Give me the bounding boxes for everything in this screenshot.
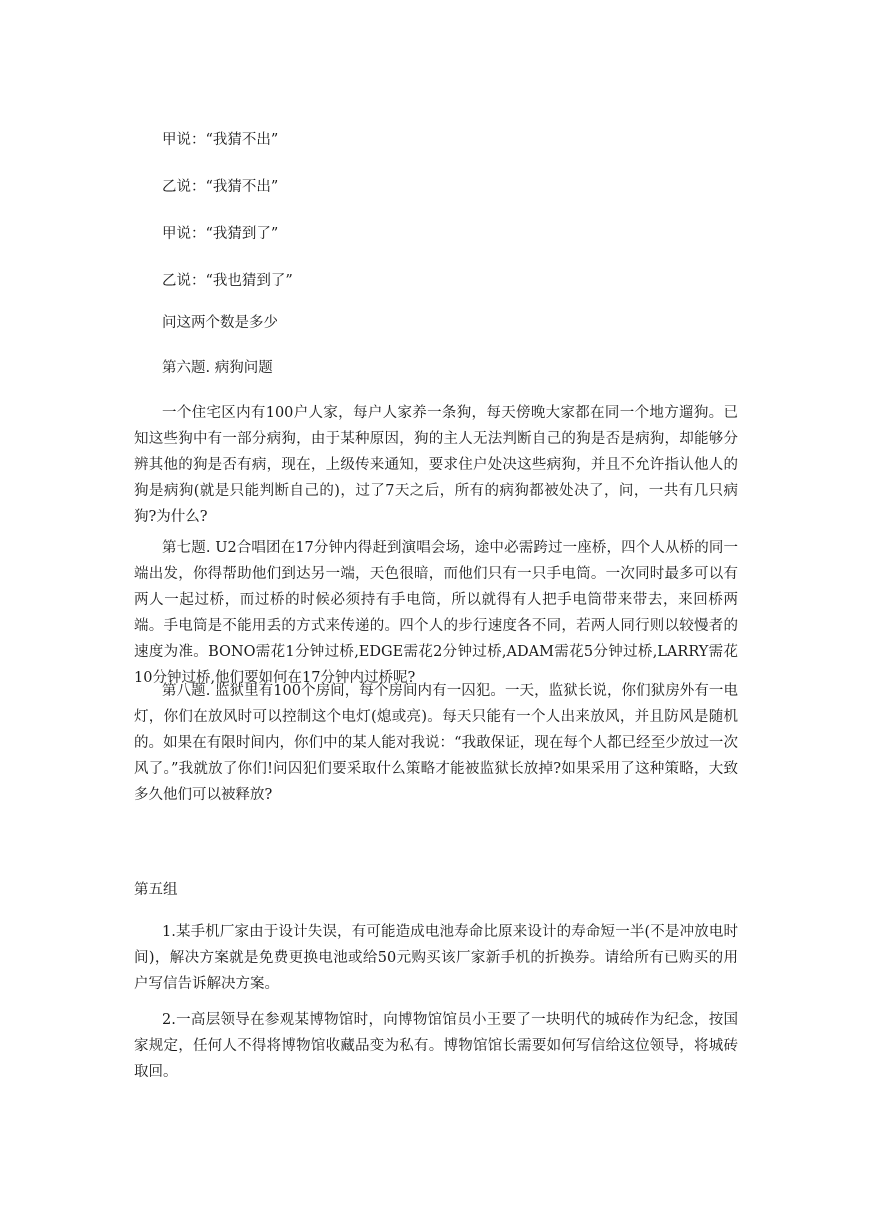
problem-8-paragraph: 第八题. 监狱里有100个房间，每个房间内有一囚犯。一天，监狱长说，你们狱房外有一电灯，你们在放风时可以控制这个电灯(熄或亮)。每天只能有一个人出来放风，并且防风是随机的。如果在有限时间内，你们中的某人能对我说：“我敢保证，现在每个人都已经至少放过一次风了。”我就放了你们!问囚犯们要采取什么策略才能被监狱长放掉?如果采用了这种策略，大致多久他们可以被释放? — [134, 683, 738, 803]
dialogue-line-jia-2: 甲说：“我猜到了” — [162, 226, 279, 242]
problem-6-title: 第六题. 病狗问题 — [162, 360, 273, 376]
problem-6-paragraph: 一个住宅区内有100户人家，每户人家养一条狗，每天傍晚大家都在同一个地方遛狗。已知这些狗中有一部分病狗，由于某种原因，狗的主人无法判断自己的狗是否是病狗，却能够分辨其他的狗是否有病，现在，上级传来通知，要求住户处决这些病狗，并且不允许指认他人的狗是病狗(就是只能判断自己的)，过了7天之后，所有的病狗都被处决了，问，一共有几只病狗?为什么? — [134, 405, 738, 525]
group-5-heading: 第五组 — [134, 882, 178, 898]
question-line: 问这两个数是多少 — [162, 315, 278, 331]
problem-7-paragraph: 第七题. U2合唱团在17分钟内得赶到演唱会场，途中必需跨过一座桥，四个人从桥的同一端出发，你得帮助他们到达另一端，天色很暗，而他们只有一只手电筒。一次同时最多可以有两人一起过桥，而过桥的时候必须持有手电筒，所以就得有人把手电筒带来带去，来回桥两端。手电筒是不能用丢的方式来传递的。四个人的步行速度各不同，若两人同行则以较慢者的速度为准。BONO需花1分钟过桥,EDGE需花2分钟过桥,ADAM需花5分钟过桥,LARRY需花10分钟过桥,他们要如何在17分钟内过桥呢? — [134, 540, 738, 686]
group-5-item-1: 1.某手机厂家由于设计失误，有可能造成电池寿命比原来设计的寿命短一半(不是冲放电时间)，解决方案就是免费更换电池或给50元购买该厂家新手机的折换券。请给所有已购买的用户写信告诉解决方案。 — [134, 924, 738, 992]
dialogue-line-jia-1: 甲说：“我猜不出” — [162, 132, 279, 148]
group-5-item-2: 2.一高层领导在参观某博物馆时，向博物馆馆员小王要了一块明代的城砖作为纪念，按国家规定，任何人不得将博物馆收藏品变为私有。博物馆馆长需要如何写信给这位领导，将城砖取回。 — [134, 1012, 738, 1080]
dialogue-line-yi-2: 乙说：“我也猜到了” — [162, 273, 293, 289]
dialogue-line-yi-1: 乙说：“我猜不出” — [162, 179, 279, 195]
